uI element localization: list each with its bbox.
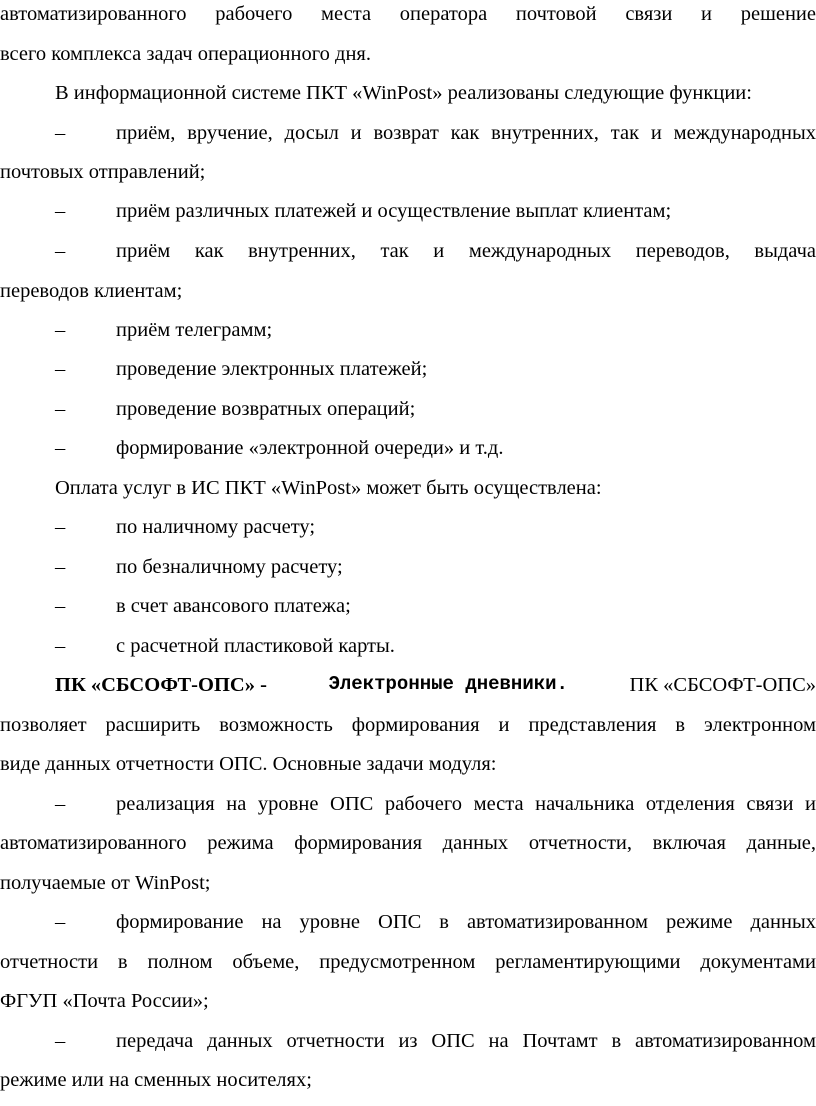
list-item-continuation: ФГУП «Почта России»;: [0, 990, 209, 1012]
paragraph-line: виде данных отчетности ОПС. Основные задачи модуля:: [0, 753, 497, 775]
list-item: с расчетной пластиковой карты.: [116, 635, 395, 657]
list-dash: –: [55, 398, 66, 420]
list-item: приём различных платежей и осуществление выплат клиентам;: [116, 200, 672, 222]
list-item: по безналичному расчету;: [116, 556, 343, 578]
list-item-continuation: почтовых отправлений;: [0, 161, 206, 183]
list-dash: –: [55, 240, 66, 262]
list-dash: –: [55, 556, 66, 578]
section-heading-bold: ПК «СБСОФТ-ОПС» -: [55, 674, 267, 696]
list-item: приём, вручение, досыл и возврат как внутренних, так и международных: [116, 122, 816, 144]
paragraph-line: В информационной системе ПКТ «WinPost» реализованы следующие функции:: [55, 82, 752, 104]
list-dash: –: [55, 1030, 66, 1052]
paragraph-line: позволяет расширить возможность формирования и представления в электронном: [0, 714, 816, 736]
paragraph-line: Оплата услуг в ИС ПКТ «WinPost» может быть осуществлена:: [55, 477, 602, 499]
list-dash: –: [55, 200, 66, 222]
list-dash: –: [55, 358, 66, 380]
section-heading-mono: Электронные дневники.: [328, 673, 568, 695]
list-item: формирование «электронной очереди» и т.д.: [116, 437, 504, 459]
list-item: приём телеграмм;: [116, 319, 273, 341]
list-item: в счет авансового платежа;: [116, 595, 351, 617]
list-item-continuation: переводов клиентам;: [0, 280, 183, 302]
list-item: проведение электронных платежей;: [116, 358, 428, 380]
list-item: передача данных отчетности из ОПС на Почтамт в автоматизированном: [116, 1030, 816, 1052]
list-dash: –: [55, 437, 66, 459]
section-heading-line: [55, 675, 816, 696]
list-item: формирование на уровне ОПС в автоматизированном режиме данных: [116, 911, 816, 933]
list-dash: –: [55, 793, 66, 815]
list-dash: –: [55, 635, 66, 657]
list-dash: –: [55, 319, 66, 341]
list-dash: –: [55, 595, 66, 617]
list-item-continuation: получаемые от WinPost;: [0, 872, 211, 894]
list-item: по наличному расчету;: [116, 516, 316, 538]
list-dash: –: [55, 122, 66, 144]
list-item: проведение возвратных операций;: [116, 398, 416, 420]
list-dash: –: [55, 516, 66, 538]
paragraph-line: всего комплекса задач операционного дня.: [0, 43, 371, 65]
list-item: приём как внутренних, так и международных переводов, выдача: [116, 240, 816, 262]
list-item-continuation: отчетности в полном объеме, предусмотренном регламентирующими документами: [0, 951, 816, 973]
list-dash: –: [55, 911, 66, 933]
list-item-continuation: режиме или на сменных носителях;: [0, 1069, 312, 1091]
paragraph-text: ПК «СБСОФТ-ОПС»: [629, 674, 816, 696]
list-item: реализация на уровне ОПС рабочего места начальника отделения связи и: [116, 793, 816, 815]
list-item-continuation: автоматизированного режима формирования данных отчетности, включая данные,: [0, 832, 816, 854]
paragraph-line: автоматизированного рабочего места оператора почтовой связи и решение: [0, 3, 816, 25]
